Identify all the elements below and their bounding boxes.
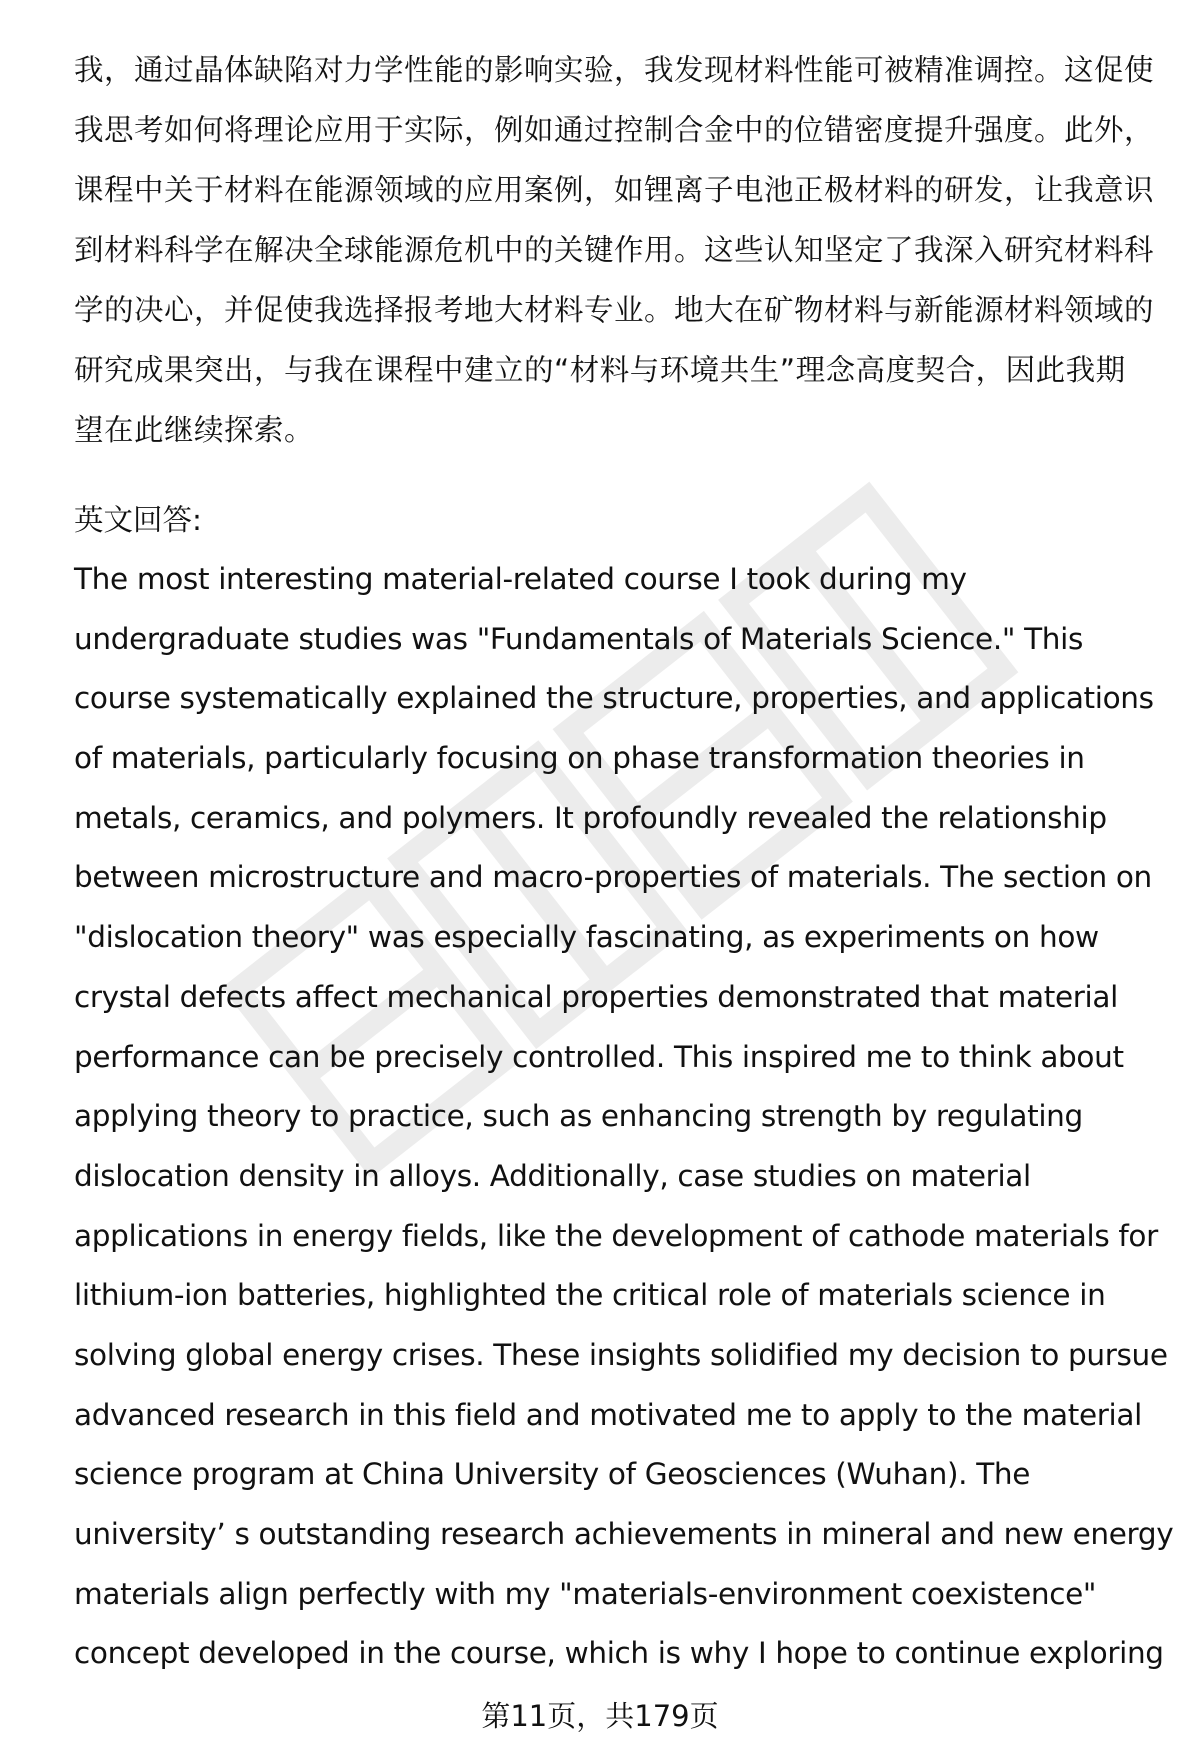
- text-line: course systematically explained the structure, properties, and applications: [74, 681, 1154, 716]
- text-line: lithium-ion batteries, highlighted the critical role of materials science in: [74, 1278, 1106, 1313]
- text-line: materials align perfectly with my "materials-environment coexistence": [74, 1576, 1097, 1611]
- text-line: university’ s outstanding research achievements in mineral and new energy: [74, 1517, 1174, 1551]
- text-line: between microstructure and macro-properties of materials. The section on: [74, 860, 1152, 895]
- page-number: 第11页，共179页: [481, 1699, 719, 1733]
- text-line: 我思考如何将理论应用于实际，例如通过控制合金中的位错密度提升强度。此外，: [74, 113, 1155, 147]
- text-line: applying theory to practice, such as enhancing strength by regulating: [74, 1099, 1083, 1134]
- text-line: 望在此继续探索。: [74, 413, 315, 447]
- text-line: dislocation density in alloys. Additionally, case studies on material: [74, 1158, 1031, 1193]
- text-line: concept developed in the course, which is why I hope to continue exploring: [74, 1636, 1164, 1671]
- document-page: [74, 40, 1174, 1684]
- text-line: science program at China University of Geosciences (Wuhan). The: [74, 1457, 1031, 1492]
- text-line: 学的决心，并促使我选择报考地大材料专业。地大在矿物材料与新能源材料领域的: [74, 293, 1155, 327]
- text-line: "dislocation theory" was especially fascinating, as experiments on how: [74, 920, 1099, 955]
- text-line: 到材料科学在解决全球能源危机中的关键作用。这些认知坚定了我深入研究材料科: [74, 233, 1155, 267]
- text-line: advanced research in this field and motivated me to apply to the material: [74, 1397, 1142, 1432]
- text-line: 课程中关于材料在能源领域的应用案例，如锂离子电池正极材料的研发，让我意识: [74, 173, 1155, 207]
- text-line: of materials, particularly focusing on phase transformation theories in: [74, 741, 1085, 776]
- chinese-answer-paragraph: [74, 40, 1164, 460]
- text-line: 我，通过晶体缺陷对力学性能的影响实验，我发现材料性能可被精准调控。这促使: [74, 53, 1155, 87]
- english-answer-paragraph: [74, 550, 1174, 1684]
- text-line: undergraduate studies was "Fundamentals of Materials Science." This: [74, 621, 1084, 656]
- text-line: applications in energy fields, like the development of cathode materials for: [74, 1218, 1158, 1253]
- text-line: The most interesting material-related course I took during my: [74, 562, 967, 596]
- text-line: crystal defects affect mechanical properties demonstrated that material: [74, 979, 1118, 1014]
- text-line: metals, ceramics, and polymers. It profoundly revealed the relationship: [74, 800, 1107, 835]
- text-line: 研究成果突出，与我在课程中建立的“材料与环境共生”理念高度契合，因此我期: [74, 353, 1126, 387]
- english-answer-heading: 英文回答:: [74, 503, 202, 537]
- text-line: performance can be precisely controlled. This inspired me to think about: [74, 1039, 1124, 1074]
- text-line: solving global energy crises. These insights solidified my decision to pursue: [74, 1337, 1168, 1372]
